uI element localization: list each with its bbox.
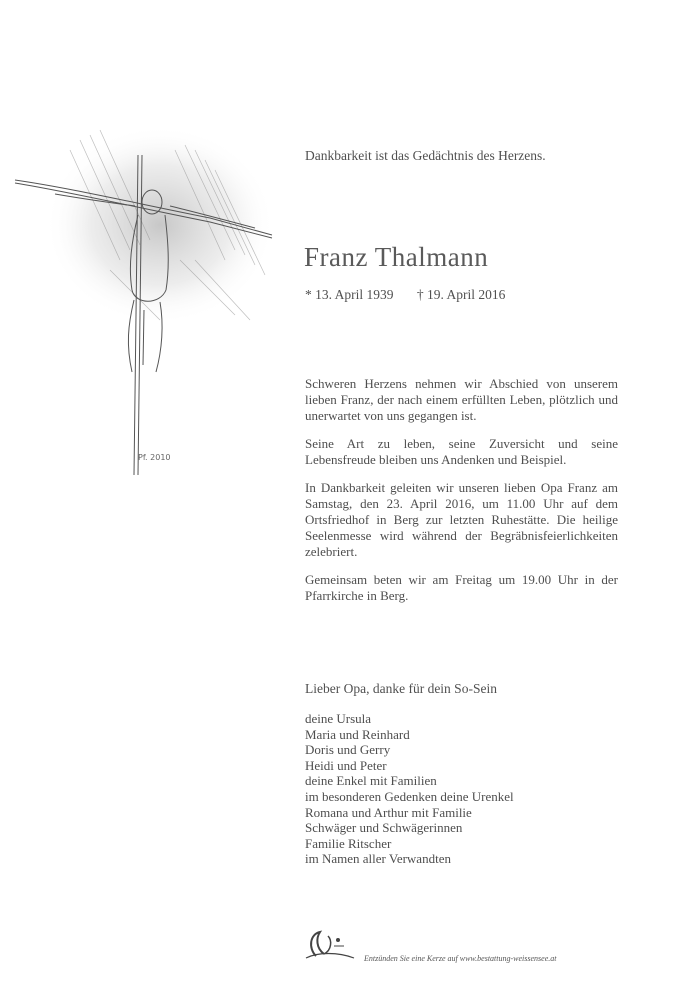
- list-item: Maria und Reinhard: [305, 726, 410, 742]
- funeral-home-logo: [298, 926, 360, 966]
- mourners-list: [305, 711, 514, 867]
- birth-star-icon: *: [305, 287, 312, 302]
- announcement-text: [305, 376, 618, 616]
- paragraph: Seine Art zu leben, seine Zuversicht und seine Lebensfreude bleiben uns Andenken und Beispiel.: [305, 436, 618, 467]
- candle-link[interactable]: Entzünden Sie eine Kerze auf www.bestattung-weissensee.at: [364, 954, 557, 963]
- list-item: Doris und Gerry: [305, 742, 391, 758]
- list-item: im Namen aller Verwandten: [305, 851, 451, 867]
- deceased-name: Franz Thalmann: [304, 242, 489, 272]
- paragraph: Schweren Herzens nehmen wir Abschied von unserem lieben Franz, der nach einem erfüllten Leben, plötzlich und unerwartet von uns gegangen ist.: [305, 376, 618, 423]
- life-dates: [305, 287, 505, 303]
- list-item: Familie Ritscher: [305, 835, 392, 851]
- list-item: deine Ursula: [305, 711, 372, 726]
- footer: [298, 926, 557, 966]
- birth-date: * 13. April 1939: [305, 287, 394, 302]
- paragraph: Gemeinsam beten wir am Freitag um 19.00 Uhr in der Pfarrkirche in Berg.: [305, 572, 618, 603]
- farewell-line: Lieber Opa, danke für dein So-Sein: [305, 681, 497, 696]
- death-date: † 19. April 2016: [416, 287, 506, 302]
- crucifix-sketch: [10, 110, 280, 480]
- list-item: deine Enkel mit Familien: [305, 773, 437, 789]
- cross-icon: †: [416, 287, 424, 302]
- list-item: im besonderen Gedenken deine Urenkel: [305, 788, 514, 804]
- artist-signature: Pf. 2010: [138, 453, 171, 462]
- list-item: Heidi und Peter: [305, 757, 387, 773]
- list-item: Romana und Arthur mit Familie: [305, 804, 472, 820]
- motto: Dankbarkeit ist das Gedächtnis des Herzens.: [305, 148, 546, 163]
- list-item: Schwäger und Schwägerinnen: [305, 820, 463, 836]
- paragraph: In Dankbarkeit geleiten wir unseren lieben Opa Franz am Samstag, den 23. April 2016, um 11.00 Uhr auf dem Ortsfriedhof in Berg zur letzten Ruhestätte. Die heilige Seelenmesse wird während der Begräbnisfeierlichkeiten zelebriert.: [305, 480, 618, 559]
